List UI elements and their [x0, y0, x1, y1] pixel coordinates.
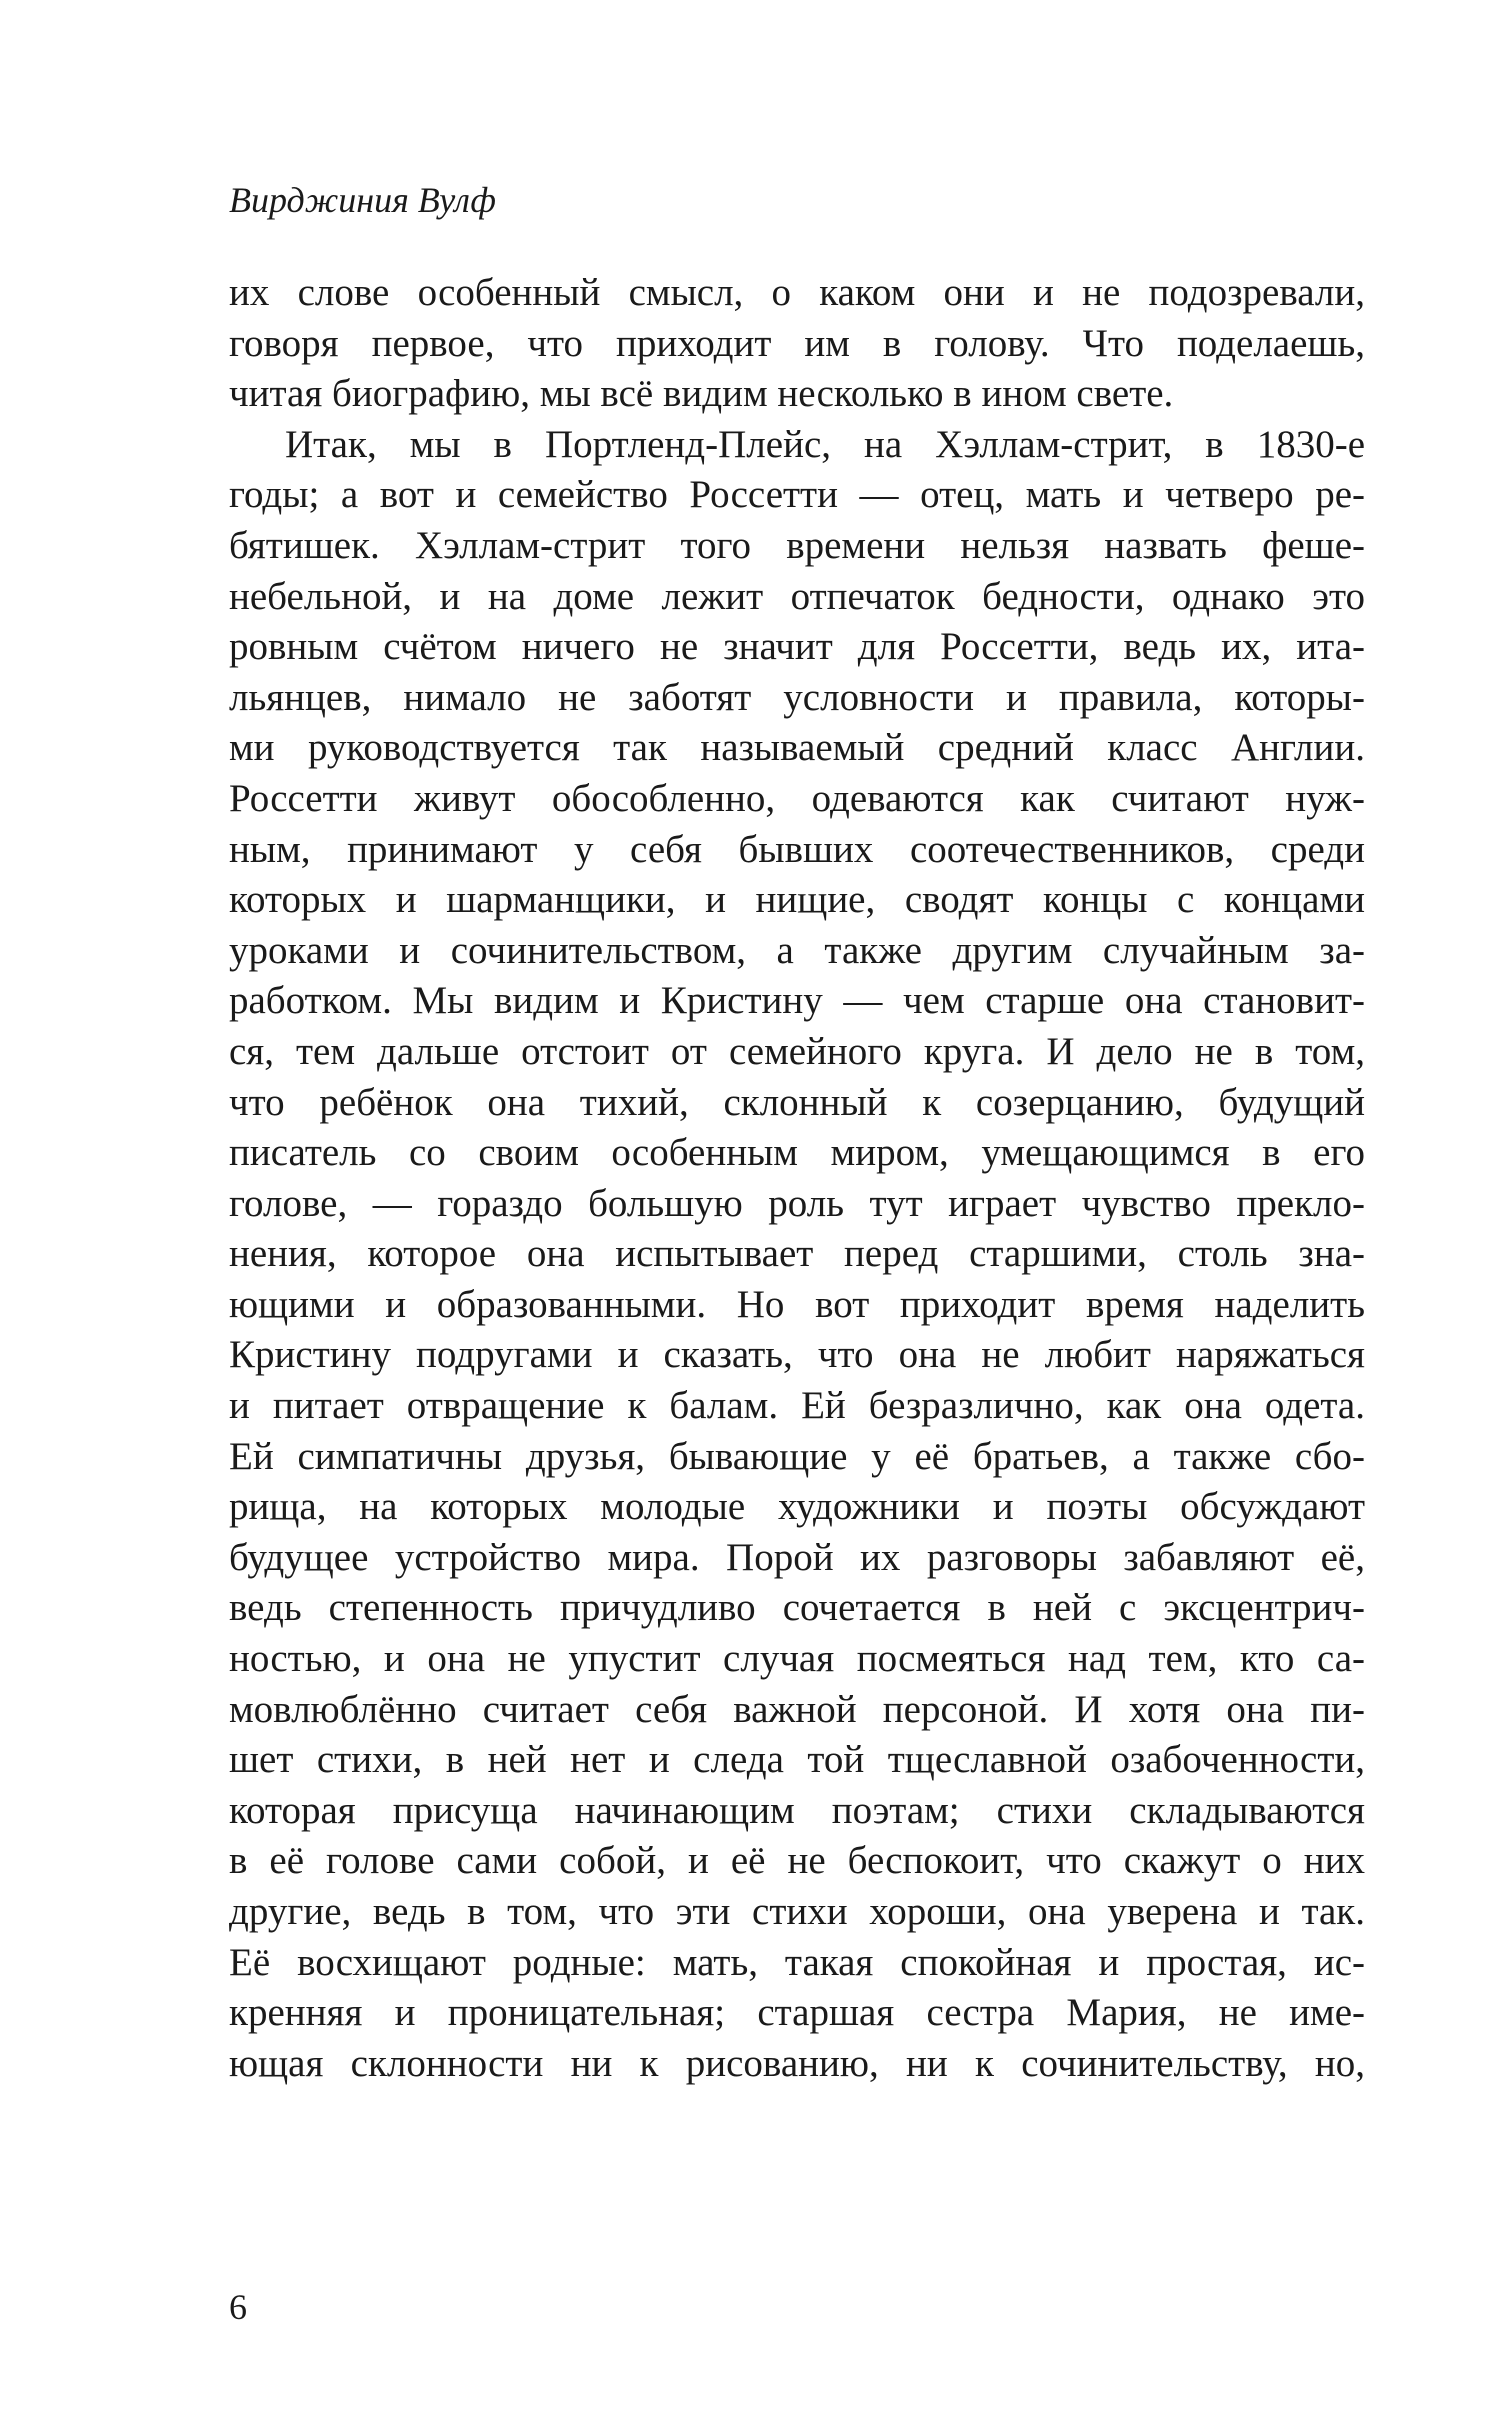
text-line: голове, — гораздо большую роль тут играет чувство прекло-: [229, 1181, 1365, 1225]
text-line: небельной, и на доме лежит отпечаток бедности, однако это: [229, 574, 1365, 618]
text-line: будущее устройство мира. Порой их разговоры забавляют её,: [229, 1535, 1365, 1579]
body-text: [229, 268, 1365, 2089]
running-head: Вирджиния Вулф: [229, 180, 496, 220]
text-line: льянцев, нимало не заботят условности и правила, которы-: [229, 675, 1365, 719]
text-line: ющая склонности ни к рисованию, ни к сочинительству, но,: [229, 2041, 1365, 2085]
text-line: ся, тем дальше отстоит от семейного круга. И дело не в том,: [229, 1029, 1365, 1073]
text-line: работком. Мы видим и Кристину — чем старше она становит-: [229, 979, 1365, 1023]
text-line: шет стихи, в ней нет и следа той тщеславной озабоченности,: [229, 1738, 1365, 1782]
text-line: писатель со своим особенным миром, умещающимся в его: [229, 1131, 1365, 1175]
text-line: которая присуща начинающим поэтам; стихи складываются: [229, 1788, 1365, 1832]
text-line: Её восхищают родные: мать, такая спокойная и простая, ис-: [229, 1940, 1365, 1984]
text-line: Россетти живут обособленно, одеваются как считают нуж-: [229, 776, 1365, 820]
text-line: Кристину подругами и сказать, что она не любит наряжаться: [229, 1333, 1365, 1377]
page-number: 6: [229, 2287, 247, 2327]
text-line: их слове особенный смысл, о каком они и не подозревали,: [229, 271, 1365, 314]
text-line: годы; а вот и семейство Россетти — отец, мать и четверо ре-: [229, 473, 1365, 517]
text-line: ми руководствуется так называемый средний класс Англии.: [229, 726, 1365, 770]
text-line: другие, ведь в том, что эти стихи хороши, она уверена и так.: [229, 1890, 1365, 1933]
text-line: и питает отвращение к балам. Ей безразлично, как она одета.: [229, 1384, 1365, 1428]
text-line: ющими и образованными. Но вот приходит время наделить: [229, 1282, 1365, 1326]
text-line: что ребёнок она тихий, склонный к созерцанию, будущий: [229, 1080, 1365, 1124]
text-line: ным, принимают у себя бывших соотечественников, среди: [229, 827, 1365, 871]
text-line: ровным счётом ничего не значит для Россетти, ведь их, ита-: [229, 625, 1365, 669]
text-line: которых и шарманщики, и нищие, сводят концы с концами: [229, 878, 1365, 922]
text-line: ведь степенность причудливо сочетается в ней с эксцентрич-: [229, 1586, 1365, 1630]
text-line: говоря первое, что приходит им в голову. Что поделаешь,: [229, 321, 1365, 365]
text-line: ностью, и она не упустит случая посмеяться над тем, кто са-: [229, 1637, 1365, 1681]
text-line: бятишек. Хэллам-стрит того времени нельзя назвать феше-: [229, 523, 1365, 567]
text-line: мовлюблённо считает себя важной персоной. И хотя она пи-: [229, 1687, 1365, 1731]
text-line: нения, которое она испытывает перед старшими, столь зна-: [229, 1232, 1365, 1276]
text-line: кренняя и проницательная; старшая сестра Мария, не име-: [229, 1991, 1365, 2035]
text-line: в её голове сами собой, и её не беспокоит, что скажут о них: [229, 1839, 1365, 1883]
text-line: Итак, мы в Портленд-Плейс, на Хэллам-стрит, в 1830-е: [285, 422, 1365, 466]
text-line: уроками и сочинительством, а также другим случайным за-: [229, 928, 1365, 972]
text-line: рища, на которых молодые художники и поэты обсуждают: [229, 1485, 1365, 1529]
text-line: Ей симпатичны друзья, бывающие у её братьев, а также сбо-: [229, 1434, 1365, 1478]
text-line: читая биографию, мы всё видим несколько в ином свете.: [229, 372, 1174, 416]
